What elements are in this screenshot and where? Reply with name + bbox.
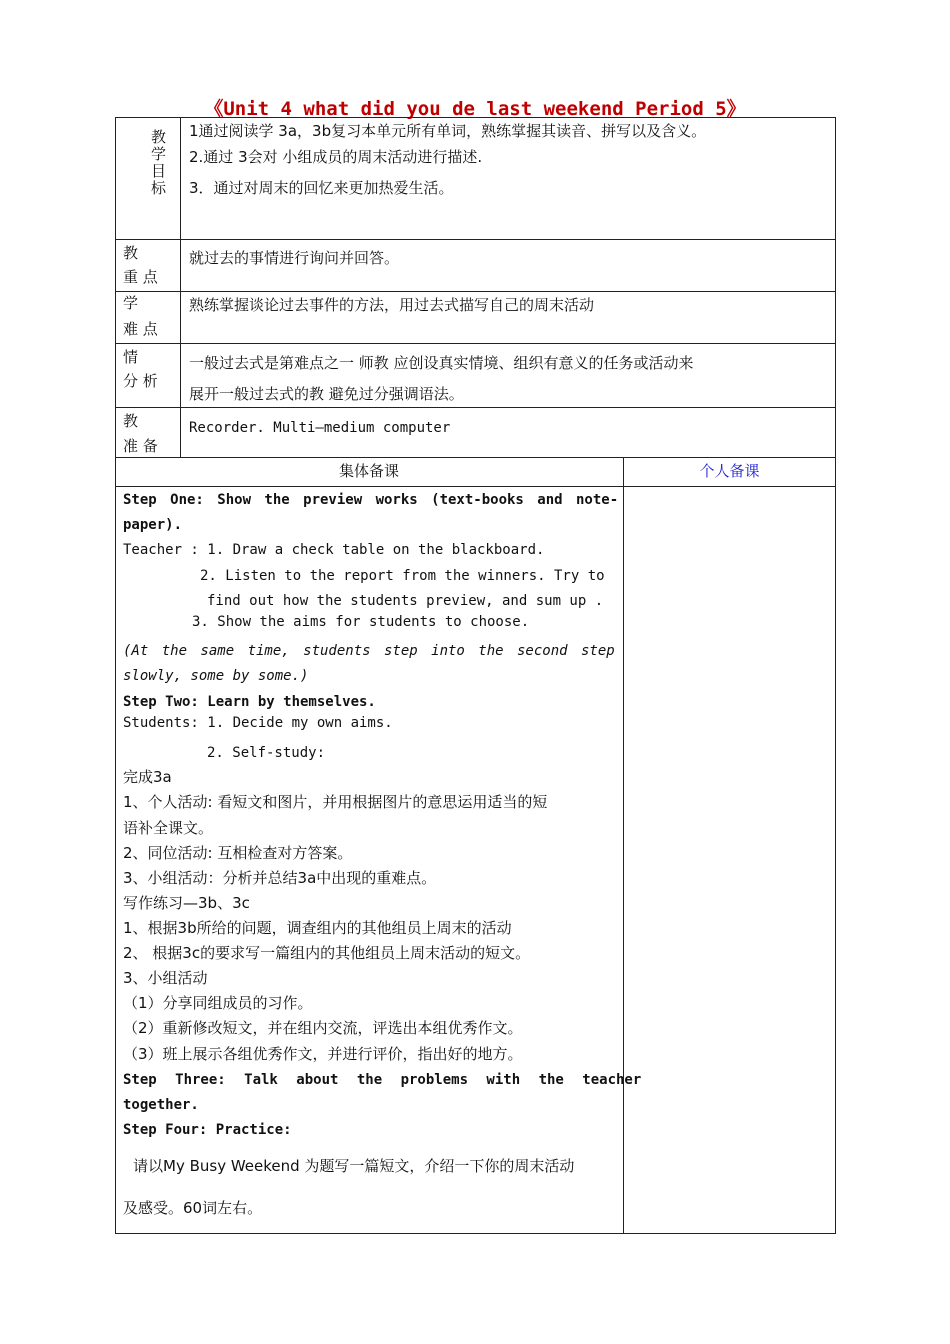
objectives-label-2: 学 [151, 145, 167, 163]
analysis-line-1: 一般过去式是第难点之一 师教 应创设真实情境、组织有意义的任务或活动来 [189, 354, 694, 372]
step-three-heading: Step Three: Talk about the problems with the teacher [123, 1072, 642, 1088]
key-points-text: 就过去的事情进行询问并回答。 [189, 249, 400, 267]
preparation-label-1: 教 [123, 412, 139, 430]
note-line-1: (At the same time, students step into the second step [123, 643, 615, 659]
step-one-heading-cont: paper). [123, 517, 183, 533]
teacher-line-2: 2. Listen to the report from the winners. Try to [200, 568, 605, 584]
activity-3: 3、小组活动：分析并总结3a中出现的重难点。 [123, 869, 437, 887]
students-line-1: Students: 1. Decide my own aims. [123, 715, 393, 731]
objective-line-1: 1通过阅读学 3a，3b复习本单元所有单词，熟练掌握其读音、拼写以及含义。 [189, 122, 707, 140]
objectives-label-4: 标 [151, 179, 167, 197]
finish-3a: 完成3a [123, 768, 172, 786]
analysis-label-2: 分 析 [123, 372, 158, 390]
note-line-2: slowly, some by some.) [123, 668, 309, 684]
difficulties-label-1: 学 [123, 294, 139, 312]
objectives-label-1: 教 [151, 128, 167, 146]
page-title: 《Unit 4 what did you de last weekend Period 5》 [204, 98, 746, 120]
activity-1-cont: 语补全课文。 [123, 819, 214, 837]
key-points-label-2: 重 点 [123, 268, 158, 286]
activity-1: 1、个人活动: 看短文和图片，并用根据图片的意思运用适当的短 [123, 793, 548, 811]
writing-practice: 写作练习—3b、3c [123, 894, 250, 912]
step-three-heading-cont: together. [123, 1097, 199, 1113]
teacher-line-2-cont: find out how the students preview, and sum up . [207, 593, 604, 609]
analysis-line-2: 展开一般过去式的教 避免过分强调语法。 [189, 385, 464, 403]
group-3: （3）班上展示各组优秀作文，并进行评价，指出好的地方。 [123, 1045, 523, 1063]
activity-2: 2、同位活动: 互相检查对方答案。 [123, 844, 353, 862]
step-four-heading: Step Four: Practice: [123, 1122, 292, 1138]
objectives-label-3: 目 [151, 162, 167, 180]
analysis-label-1: 情 [123, 348, 139, 366]
step-one-heading: Step One: Show the preview works (text-books and note- [123, 492, 619, 508]
group-2: （2）重新修改短文，并在组内交流，评选出本组优秀作文。 [123, 1019, 523, 1037]
difficulties-label-2: 难 点 [123, 320, 158, 338]
group-1: （1）分享同组成员的习作。 [123, 994, 313, 1012]
students-line-2: 2. Self-study: [207, 745, 326, 761]
difficulties-text: 熟练掌握谈论过去事件的方法，用过去式描写自己的周末活动 [189, 296, 595, 314]
preparation-label-2: 准 备 [123, 437, 158, 455]
key-points-label-1: 教 [123, 244, 139, 262]
objective-line-2: 2.通过 3会对 小组成员的周末活动进行描述. [189, 148, 483, 166]
writing-2: 2、 根据3c的要求写一篇组内的其他组员上周末活动的短文。 [123, 944, 531, 962]
preparation-text: Recorder. Multi—medium computer [189, 420, 451, 436]
practice-prompt-cont: 及感受。60词左右。 [123, 1199, 263, 1217]
label-column-divider [180, 117, 181, 458]
practice-prompt: 请以My Busy Weekend 为题写一篇短文，介绍一下你的周末活动 [133, 1157, 575, 1175]
teacher-line-3: 3. Show the aims for students to choose. [192, 614, 530, 630]
personal-header: 个人备课 [699, 462, 760, 480]
teacher-line-1: Teacher : 1. Draw a check table on the blackboard. [123, 542, 545, 558]
objective-line-3: 3．通过对周末的回忆来更加热爱生活。 [189, 179, 454, 197]
writing-1: 1、根据3b所给的问题，调查组内的其他组员上周末的活动 [123, 919, 512, 937]
step-two-heading: Step Two: Learn by themselves. [123, 694, 376, 710]
writing-3: 3、小组活动 [123, 969, 208, 987]
collective-header: 集体备课 [338, 462, 399, 480]
